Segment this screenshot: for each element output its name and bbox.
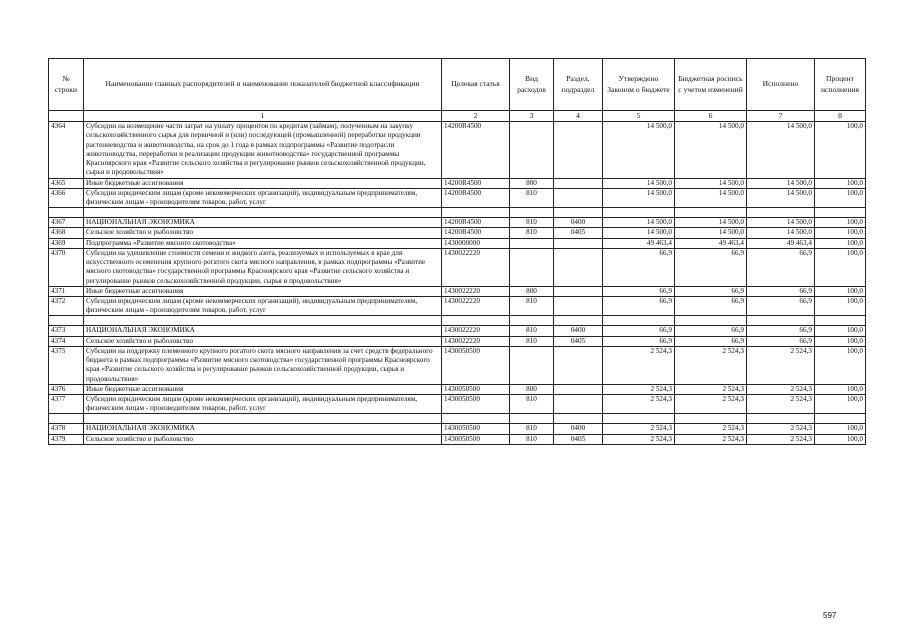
row-name-cell: Иные бюджетные ассигнования	[84, 384, 442, 394]
spacer-cell	[442, 316, 510, 326]
row-number-cell: 4375	[49, 346, 84, 384]
spacer-cell	[49, 208, 84, 218]
executed-amount-cell: 66,9	[747, 326, 815, 336]
row-number-cell: 4367	[49, 218, 84, 228]
executed-amount-cell: 14 500,0	[747, 178, 815, 188]
expense-type-cell: 800	[510, 384, 554, 394]
spacer-cell	[510, 316, 554, 326]
expense-type-cell	[510, 122, 554, 178]
column-number: 1	[84, 111, 442, 122]
spacer-cell	[84, 316, 442, 326]
row-name-cell: НАЦИОНАЛЬНАЯ ЭКОНОМИКА	[84, 218, 442, 228]
executed-amount-cell: 14 500,0	[747, 228, 815, 238]
expense-type-cell: 810	[510, 188, 554, 207]
percent-cell: 100,0	[815, 336, 866, 346]
section-cell	[554, 122, 603, 178]
section-cell	[554, 346, 603, 384]
row-number-cell: 4370	[49, 248, 84, 286]
percent-cell: 100,0	[815, 394, 866, 413]
target-article-cell: 1430000000	[442, 238, 510, 248]
spacer-row	[49, 414, 866, 424]
header-expense-type: Вид расходов	[510, 59, 554, 111]
spacer-cell	[49, 316, 84, 326]
target-article-cell: 1430050500	[442, 346, 510, 384]
target-article-cell: 1430022220	[442, 248, 510, 286]
executed-amount-cell: 66,9	[747, 296, 815, 315]
executed-amount-cell: 66,9	[747, 286, 815, 296]
row-number-cell: 4368	[49, 228, 84, 238]
percent-cell: 100,0	[815, 122, 866, 178]
revised-amount-cell: 14 500,0	[675, 188, 747, 207]
target-article-cell: 1430050500	[442, 424, 510, 434]
executed-amount-cell: 2 524,3	[747, 424, 815, 434]
spacer-cell	[554, 316, 603, 326]
row-name-cell: Субсидии юридическим лицам (кроме некоммерческих организаций), индивидуальным предпринимателям, физическим лицам - производителям товаров, работ, услуг	[84, 296, 442, 315]
percent-cell: 100,0	[815, 248, 866, 286]
row-name-cell: НАЦИОНАЛЬНАЯ ЭКОНОМИКА	[84, 424, 442, 434]
row-number-cell: 4364	[49, 122, 84, 178]
approved-amount-cell: 14 500,0	[603, 178, 675, 188]
percent-cell: 100,0	[815, 188, 866, 207]
spacer-row	[49, 316, 866, 326]
executed-amount-cell: 66,9	[747, 248, 815, 286]
expense-type-cell: 800	[510, 286, 554, 296]
revised-amount-cell: 66,9	[675, 248, 747, 286]
row-number-cell: 4373	[49, 326, 84, 336]
page-number: 597	[823, 611, 837, 620]
table-row	[49, 178, 866, 188]
spacer-cell	[747, 414, 815, 424]
header-name: Наименование главных распорядителей и наименование показателей бюджетной классификации	[84, 59, 442, 111]
header-revised: Бюджетная роспись с учетом изменений	[675, 59, 747, 111]
row-number-cell: 4372	[49, 296, 84, 315]
section-cell: 0400	[554, 424, 603, 434]
section-cell: 0400	[554, 218, 603, 228]
percent-cell: 100,0	[815, 178, 866, 188]
revised-amount-cell: 14 500,0	[675, 228, 747, 238]
executed-amount-cell: 49 463,4	[747, 238, 815, 248]
revised-amount-cell: 2 524,3	[675, 346, 747, 384]
approved-amount-cell: 66,9	[603, 248, 675, 286]
spacer-cell	[675, 414, 747, 424]
section-cell	[554, 178, 603, 188]
spacer-row	[49, 208, 866, 218]
section-cell	[554, 394, 603, 413]
column-number: 5	[603, 111, 675, 122]
executed-amount-cell: 2 524,3	[747, 346, 815, 384]
row-number-cell: 4379	[49, 434, 84, 444]
expense-type-cell	[510, 248, 554, 286]
spacer-cell	[510, 414, 554, 424]
header-row-number: № строки	[49, 59, 84, 111]
row-name-cell: НАЦИОНАЛЬНАЯ ЭКОНОМИКА	[84, 326, 442, 336]
row-number-cell: 4369	[49, 238, 84, 248]
row-number-cell: 4376	[49, 384, 84, 394]
row-name-cell: Субсидии на возмещение части затрат на уплату процентов по кредитам (займам), полученным на закупку сельскохозяйственного сырья для первичной и (или) последующей (промышленной) переработки продукции растениеводства и животноводства, на срок до 1 года в рамках подпрограммы «Развитие подотрасли животноводства, переработки и реализации продукции животноводства» государственной программы Красноярского края «Развитие сельского хозяйства и регулирование рынков сельскохозяйственной продукции, сырья и продовольствия»	[84, 122, 442, 178]
revised-amount-cell: 14 500,0	[675, 218, 747, 228]
revised-amount-cell: 2 524,3	[675, 394, 747, 413]
approved-amount-cell: 49 463,4	[603, 238, 675, 248]
table-row	[49, 326, 866, 336]
column-number: 6	[675, 111, 747, 122]
table-row	[49, 238, 866, 248]
executed-amount-cell: 66,9	[747, 336, 815, 346]
spacer-cell	[603, 414, 675, 424]
table-row	[49, 188, 866, 207]
row-name-cell: Субсидии юридическим лицам (кроме некоммерческих организаций), индивидуальным предпринимателям, физическим лицам - производителям товаров, работ, услуг	[84, 394, 442, 413]
spacer-cell	[554, 208, 603, 218]
column-number: 3	[510, 111, 554, 122]
expense-type-cell: 800	[510, 178, 554, 188]
spacer-cell	[603, 208, 675, 218]
percent-cell: 100,0	[815, 218, 866, 228]
target-article-cell: 1430050500	[442, 394, 510, 413]
percent-cell: 100,0	[815, 238, 866, 248]
approved-amount-cell: 14 500,0	[603, 122, 675, 178]
section-cell	[554, 188, 603, 207]
spacer-cell	[815, 316, 866, 326]
row-name-cell: Сельское хозяйство и рыболовство	[84, 434, 442, 444]
revised-amount-cell: 2 524,3	[675, 384, 747, 394]
row-number-cell: 4377	[49, 394, 84, 413]
table-row	[49, 394, 866, 413]
percent-cell: 100,0	[815, 384, 866, 394]
row-name-cell: Подпрограмма «Развитие мясного скотоводства»	[84, 238, 442, 248]
target-article-cell: 14200R4500	[442, 228, 510, 238]
table-row	[49, 424, 866, 434]
expense-type-cell: 810	[510, 434, 554, 444]
revised-amount-cell: 2 524,3	[675, 424, 747, 434]
spacer-cell	[603, 316, 675, 326]
spacer-cell	[442, 208, 510, 218]
column-number: 8	[815, 111, 866, 122]
table-row	[49, 218, 866, 228]
spacer-cell	[510, 208, 554, 218]
revised-amount-cell: 14 500,0	[675, 178, 747, 188]
spacer-cell	[675, 208, 747, 218]
approved-amount-cell: 2 524,3	[603, 384, 675, 394]
expense-type-cell: 810	[510, 296, 554, 315]
expense-type-cell: 810	[510, 228, 554, 238]
target-article-cell: 1430022220	[442, 336, 510, 346]
percent-cell: 100,0	[815, 326, 866, 336]
table-row	[49, 384, 866, 394]
row-name-cell: Сельское хозяйство и рыболовство	[84, 336, 442, 346]
row-name-cell: Субсидии на поддержку племенного крупного рогатого скота мясного направления за счет средств федерального бюджета в рамках подпрограммы «Развитие мясного скотоводства» государственной программы Красноярского края «Развитие сельского хозяйства и регулирование рынков сельскохозяйственной продукции, сырья и продовольствия»	[84, 346, 442, 384]
table-header	[49, 59, 866, 122]
row-name-cell: Субсидии юридическим лицам (кроме некоммерческих организаций), индивидуальным предпринимателям, физическим лицам - производителям товаров, работ, услуг	[84, 188, 442, 207]
section-cell	[554, 286, 603, 296]
table-row	[49, 346, 866, 384]
column-number: 7	[747, 111, 815, 122]
section-cell: 0405	[554, 336, 603, 346]
header-target-article: Целевая статья	[442, 59, 510, 111]
expense-type-cell: 810	[510, 218, 554, 228]
table-row	[49, 286, 866, 296]
approved-amount-cell: 14 500,0	[603, 228, 675, 238]
target-article-cell: 1430022220	[442, 286, 510, 296]
section-cell	[554, 384, 603, 394]
section-cell: 0405	[554, 434, 603, 444]
row-name-cell: Субсидии на удешевление стоимости семени и жидкого азота, реализуемых и используемых в крае для искусственного осеменения крупного рогатого скота мясного направления, в рамках подпрограммы «Развитие мясного скотоводства» государственной программы Красноярского края «Развитие сельского хозяйства и регулирование рынков сельскохозяйственной продукции, сырья и продовольствия»	[84, 248, 442, 286]
spacer-cell	[747, 316, 815, 326]
row-number-cell: 4371	[49, 286, 84, 296]
header-approved: Утверждено Законом о бюджете	[603, 59, 675, 111]
spacer-cell	[815, 208, 866, 218]
spacer-cell	[554, 414, 603, 424]
table-row	[49, 336, 866, 346]
section-cell: 0405	[554, 228, 603, 238]
revised-amount-cell: 66,9	[675, 286, 747, 296]
expense-type-cell	[510, 346, 554, 384]
row-number-cell: 4374	[49, 336, 84, 346]
target-article-cell: 1430022220	[442, 326, 510, 336]
header-section: Раздел, подраздел	[554, 59, 603, 111]
approved-amount-cell: 14 500,0	[603, 218, 675, 228]
executed-amount-cell: 2 524,3	[747, 384, 815, 394]
approved-amount-cell: 66,9	[603, 336, 675, 346]
section-cell	[554, 296, 603, 315]
spacer-cell	[84, 208, 442, 218]
executed-amount-cell: 2 524,3	[747, 434, 815, 444]
executed-amount-cell: 14 500,0	[747, 122, 815, 178]
column-number: 4	[554, 111, 603, 122]
approved-amount-cell: 66,9	[603, 286, 675, 296]
expense-type-cell: 810	[510, 326, 554, 336]
percent-cell: 100,0	[815, 286, 866, 296]
table-row	[49, 228, 866, 238]
target-article-cell: 14200R4500	[442, 122, 510, 178]
approved-amount-cell: 2 524,3	[603, 346, 675, 384]
percent-cell: 100,0	[815, 296, 866, 315]
section-cell: 0400	[554, 326, 603, 336]
revised-amount-cell: 2 524,3	[675, 434, 747, 444]
spacer-cell	[747, 208, 815, 218]
row-number-cell: 4365	[49, 178, 84, 188]
spacer-cell	[815, 414, 866, 424]
percent-cell: 100,0	[815, 228, 866, 238]
row-name-cell: Сельское хозяйство и рыболовство	[84, 228, 442, 238]
budget-execution-table	[48, 58, 866, 445]
section-cell	[554, 238, 603, 248]
executed-amount-cell: 14 500,0	[747, 188, 815, 207]
row-number-cell: 4378	[49, 424, 84, 434]
table-row	[49, 296, 866, 315]
target-article-cell: 1430050500	[442, 434, 510, 444]
row-number-cell: 4366	[49, 188, 84, 207]
table-row	[49, 248, 866, 286]
column-number	[49, 111, 84, 122]
target-article-cell: 14200R4500	[442, 178, 510, 188]
approved-amount-cell: 14 500,0	[603, 188, 675, 207]
table-row	[49, 434, 866, 444]
revised-amount-cell: 66,9	[675, 296, 747, 315]
column-number: 2	[442, 111, 510, 122]
revised-amount-cell: 66,9	[675, 336, 747, 346]
expense-type-cell: 810	[510, 336, 554, 346]
header-percent: Процент исполнения	[815, 59, 866, 111]
percent-cell: 100,0	[815, 346, 866, 384]
spacer-cell	[675, 316, 747, 326]
revised-amount-cell: 14 500,0	[675, 122, 747, 178]
percent-cell: 100,0	[815, 434, 866, 444]
header-executed: Исполнено	[747, 59, 815, 111]
revised-amount-cell: 49 463,4	[675, 238, 747, 248]
row-name-cell: Иные бюджетные ассигнования	[84, 178, 442, 188]
expense-type-cell: 810	[510, 394, 554, 413]
target-article-cell: 1430022220	[442, 296, 510, 315]
target-article-cell: 14200R4500	[442, 218, 510, 228]
spacer-cell	[442, 414, 510, 424]
approved-amount-cell: 66,9	[603, 296, 675, 315]
percent-cell: 100,0	[815, 424, 866, 434]
approved-amount-cell: 2 524,3	[603, 394, 675, 413]
expense-type-cell: 810	[510, 424, 554, 434]
spacer-cell	[49, 414, 84, 424]
table-body	[49, 122, 866, 445]
table-row	[49, 122, 866, 178]
approved-amount-cell: 2 524,3	[603, 424, 675, 434]
approved-amount-cell: 2 524,3	[603, 434, 675, 444]
executed-amount-cell: 14 500,0	[747, 218, 815, 228]
row-name-cell: Иные бюджетные ассигнования	[84, 286, 442, 296]
executed-amount-cell: 2 524,3	[747, 394, 815, 413]
section-cell	[554, 248, 603, 286]
target-article-cell: 1430050500	[442, 384, 510, 394]
expense-type-cell	[510, 238, 554, 248]
target-article-cell: 14200R4500	[442, 188, 510, 207]
revised-amount-cell: 66,9	[675, 326, 747, 336]
approved-amount-cell: 66,9	[603, 326, 675, 336]
spacer-cell	[84, 414, 442, 424]
